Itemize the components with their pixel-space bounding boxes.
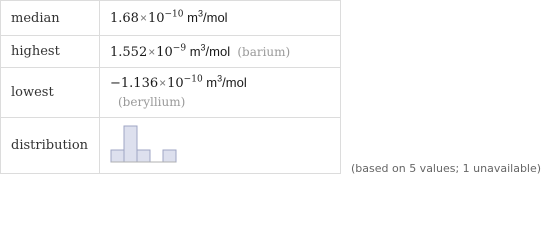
row-label-distribution: distribution xyxy=(1,118,100,174)
histogram-bar xyxy=(163,150,176,162)
base-ten: 10 xyxy=(156,44,173,60)
lowest-exponent: −10 xyxy=(183,74,203,85)
statistics-table xyxy=(0,0,341,174)
histogram-bar xyxy=(124,126,137,162)
table-row xyxy=(1,68,341,118)
highest-exponent: −9 xyxy=(172,43,187,54)
table-row xyxy=(1,1,341,36)
highest-mantissa: 1.552 xyxy=(110,44,148,60)
times-symbol: × xyxy=(159,76,167,90)
row-label-highest: highest xyxy=(1,36,100,68)
base-ten: 10 xyxy=(147,11,165,26)
table-row xyxy=(1,118,341,174)
distribution-value xyxy=(100,118,341,174)
median-unit: $m^3$/mol xyxy=(187,8,228,25)
median-exponent: −10 xyxy=(164,9,184,20)
times-symbol: × xyxy=(148,44,156,59)
median-mantissa: 1.68 xyxy=(110,11,139,26)
lowest-element-line xyxy=(110,93,330,111)
times-symbol: × xyxy=(139,11,147,25)
footnote: (based on 5 values; 1 unavailable) xyxy=(351,162,542,175)
lowest-unit: $m^3$/mol xyxy=(206,73,247,90)
row-label-median: median xyxy=(1,1,100,36)
highest-value xyxy=(100,36,341,68)
median-value xyxy=(100,1,341,36)
table-row xyxy=(1,36,341,68)
lowest-number-line xyxy=(110,74,330,93)
distribution-histogram xyxy=(110,124,190,168)
lowest-element: (beryllium) xyxy=(118,95,186,109)
highest-unit: $m^3$/mol xyxy=(189,42,231,59)
lowest-mantissa: −1.136 xyxy=(110,76,159,91)
highest-element: (barium) xyxy=(237,44,291,59)
base-ten: 10 xyxy=(167,76,184,91)
lowest-value xyxy=(100,68,341,118)
histogram-bar xyxy=(137,150,150,162)
histogram-bar xyxy=(111,150,124,162)
row-label-lowest: lowest xyxy=(1,68,100,118)
